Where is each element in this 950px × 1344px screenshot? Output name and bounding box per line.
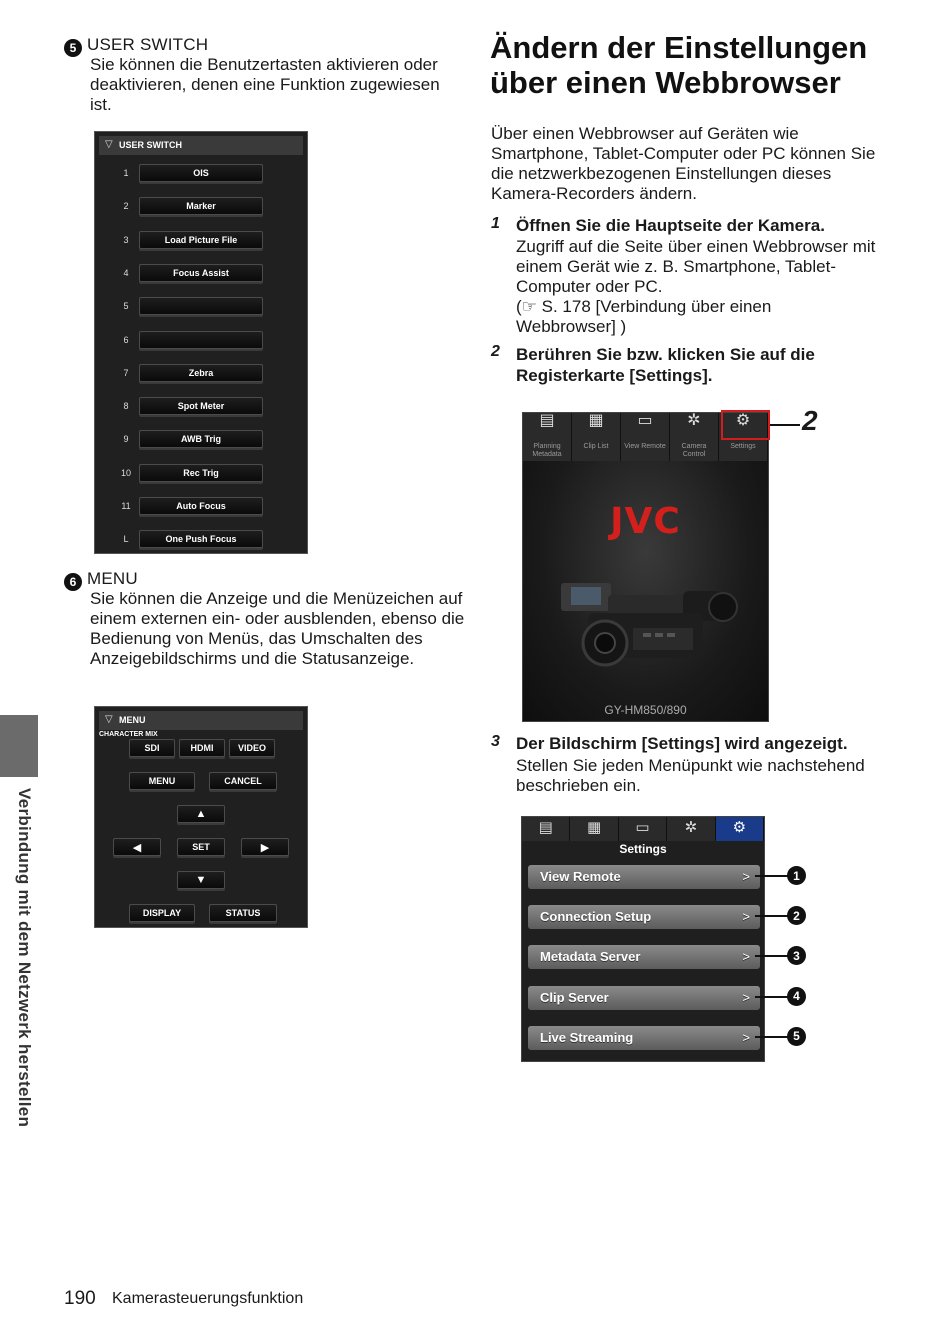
settings-tab-highlight: [721, 410, 770, 440]
sdi-button[interactable]: SDI: [129, 739, 175, 757]
settings-tab-2-icon[interactable]: ▦: [570, 817, 618, 841]
callout-number-1: 1: [787, 866, 806, 885]
user-switch-panel: [94, 131, 308, 554]
tab-icon: ✲: [687, 412, 701, 429]
user-switch-index: 1: [123, 168, 129, 178]
user-switch-index: 6: [123, 334, 129, 345]
user-switch-index: 9: [123, 434, 129, 445]
settings-row-label: Metadata Server: [540, 949, 641, 965]
footer-section: Kamerasteuerungsfunktion: [112, 1290, 304, 1307]
step-3-body: Stellen Sie jeden Menüpunkt wie nachstehend beschrieben ein.: [516, 756, 865, 795]
callout-number-4: 4: [787, 987, 806, 1006]
user-switch-button-7[interactable]: Zebra: [139, 364, 263, 382]
user-switch-index: 8: [123, 401, 129, 412]
arrow-left-button[interactable]: ◀: [113, 838, 161, 856]
camera-tab-planning-metadata[interactable]: [523, 413, 572, 461]
step-1-title: Öffnen Sie die Hauptseite der Kamera.: [516, 216, 825, 235]
user-switch-button-11[interactable]: Auto Focus: [139, 497, 263, 515]
menu-button[interactable]: MENU: [129, 772, 195, 790]
chevron-right-icon: >: [742, 909, 750, 925]
user-switch-index: 3: [123, 234, 129, 245]
settings-row-clip-server[interactable]: [528, 986, 760, 1010]
callout-line: [755, 1036, 788, 1038]
settings-row-label: Connection Setup: [540, 909, 652, 925]
step-2-number: 2: [491, 343, 500, 360]
user-switch-button-3[interactable]: Load Picture File: [139, 231, 263, 249]
step-1-number: 1: [491, 215, 500, 232]
user-switch-button-8[interactable]: Spot Meter: [139, 397, 263, 415]
callout-number-2: 2: [802, 405, 818, 436]
model-name: GY-HM850/890: [604, 703, 687, 717]
step-2-title: Berühren Sie bzw. klicken Sie auf die Registerkarte [Settings].: [516, 345, 815, 385]
user-switch-button-L[interactable]: One Push Focus: [139, 530, 263, 548]
section-6-title: MENU: [87, 569, 138, 588]
display-button[interactable]: DISPLAY: [129, 904, 195, 922]
camera-tab-label: Clip List: [583, 443, 609, 450]
arrow-right-button[interactable]: ▶: [241, 838, 289, 856]
camcorder-image: [553, 573, 743, 683]
user-switch-button-9[interactable]: AWB Trig: [139, 430, 263, 448]
callout-number-2: 2: [787, 906, 806, 925]
settings-tab-4-icon[interactable]: ✲: [667, 817, 715, 841]
character-mix-label: CHARACTER MIX: [99, 731, 158, 738]
collapse-triangle-icon: ▽: [105, 139, 113, 150]
settings-tab-3-icon[interactable]: ▭: [619, 817, 667, 841]
user-switch-button-4[interactable]: Focus Assist: [139, 264, 263, 282]
user-switch-button-5[interactable]: [139, 297, 263, 315]
settings-screen: [521, 816, 765, 1062]
page-number: 190: [64, 1288, 96, 1309]
camera-main-screen: [522, 412, 769, 722]
user-switch-button-6[interactable]: [139, 331, 263, 349]
settings-row-view-remote[interactable]: [528, 865, 760, 889]
callout-line: [755, 955, 788, 957]
side-chapter-label: Verbindung mit dem Netzwerk herstellen: [15, 788, 34, 1128]
settings-row-live-streaming[interactable]: [528, 1026, 760, 1050]
user-switch-index: L: [123, 534, 129, 545]
chevron-right-icon: >: [742, 869, 750, 884]
intro-text: Über einen Webbrowser auf Geräten wie Smartphone, Tablet-Computer oder PC können Sie die netzwerkbezogenen Einstellungen dieses Kamera-Recorders ändern.: [491, 124, 876, 203]
camera-tab-label: Settings: [730, 443, 756, 450]
user-switch-index: 4: [123, 267, 129, 278]
settings-row-label: Clip Server: [540, 989, 609, 1005]
jvc-logo: JVC: [610, 501, 681, 542]
tab-icon: ▦: [588, 412, 604, 429]
number-6-badge: 6: [64, 573, 82, 591]
camera-tab-camera-control[interactable]: [670, 413, 719, 461]
user-switch-index: 2: [123, 201, 129, 212]
settings-tab-bar: [522, 817, 764, 841]
step-3-title: Der Bildschirm [Settings] wird angezeigt.: [516, 734, 848, 753]
chevron-right-icon: >: [742, 1029, 750, 1045]
video-button[interactable]: VIDEO: [229, 739, 275, 757]
chevron-right-icon: >: [742, 989, 750, 1005]
cancel-button[interactable]: CANCEL: [209, 772, 277, 790]
camera-tab-label: View Remote: [624, 443, 666, 450]
section-5-title: USER SWITCH: [87, 35, 209, 54]
user-switch-header: ▽ USER SWITCH: [99, 136, 303, 155]
user-switch-index: 7: [123, 367, 129, 378]
settings-row-label: Live Streaming: [540, 1029, 634, 1045]
section-5-heading: [64, 35, 208, 57]
arrow-down-button[interactable]: ▼: [177, 871, 225, 889]
settings-row-label: View Remote: [540, 869, 621, 884]
callout-number-5: 5: [787, 1027, 806, 1046]
tab-icon: ▭: [637, 412, 653, 429]
user-switch-button-10[interactable]: Rec Trig: [139, 464, 263, 482]
camera-tab-clip-list[interactable]: [572, 413, 621, 461]
settings-tab-5-icon[interactable]: ⚙: [716, 817, 764, 841]
menu-header: ▽ MENU: [99, 711, 303, 730]
arrow-up-button[interactable]: ▲: [177, 805, 225, 823]
settings-title: Settings: [619, 842, 667, 856]
step-1-body: Zugriff auf die Seite über einen Webbrowser mit einem Gerät wie z. B. Smartphone, Tablet-Computer oder PC.: [516, 237, 876, 296]
tab-icon: ▤: [539, 412, 555, 429]
step-3-number: 3: [491, 733, 500, 750]
number-5-badge: 5: [64, 39, 82, 57]
settings-tab-1-icon[interactable]: ▤: [522, 817, 570, 841]
tab-icon: ⚙: [735, 412, 751, 429]
user-switch-index: 10: [120, 467, 131, 478]
callout-line: [755, 996, 788, 998]
chevron-right-icon: >: [742, 949, 750, 965]
settings-row-connection-setup[interactable]: [528, 905, 760, 929]
callout-line: [755, 875, 788, 877]
camera-tab-label: Camera Control: [681, 443, 707, 458]
section-5-description: Sie können die Benutzertasten aktivieren oder deaktivieren, denen eine Funktion zugewiesen ist.: [90, 55, 440, 114]
set-button[interactable]: SET: [177, 838, 225, 856]
collapse-triangle-icon: ▽: [105, 714, 113, 725]
camera-tab-view-remote[interactable]: [621, 413, 670, 461]
user-switch-index: 11: [121, 501, 131, 511]
callout-line: [755, 915, 788, 917]
menu-panel: [94, 706, 308, 928]
camera-tab-label: Planning Metadata: [532, 443, 562, 458]
side-tab-marker: [0, 715, 38, 777]
user-switch-button-1[interactable]: OIS: [139, 164, 263, 182]
user-switch-index: 5: [123, 301, 129, 312]
settings-row-metadata-server[interactable]: [528, 945, 760, 969]
user-switch-button-2[interactable]: Marker: [139, 197, 263, 215]
page-title: Ändern der Einstellungen über einen Webbrowser: [490, 30, 868, 100]
hdmi-button[interactable]: HDMI: [179, 739, 225, 757]
section-6-heading: [64, 569, 138, 591]
step-1-reference[interactable]: (☞ S. 178 [Verbindung über einen Webbrowser] ): [516, 297, 772, 336]
callout-line-2: [770, 424, 800, 426]
status-button[interactable]: STATUS: [209, 904, 277, 922]
section-6-description: Sie können die Anzeige und die Menüzeichen auf einem externen ein- oder ausblenden, ebenso die Bedienung von Menüs, das Umschalten des Anzeigebildschirms und die Statusanzeige.: [90, 589, 465, 668]
callout-number-3: 3: [787, 946, 806, 965]
